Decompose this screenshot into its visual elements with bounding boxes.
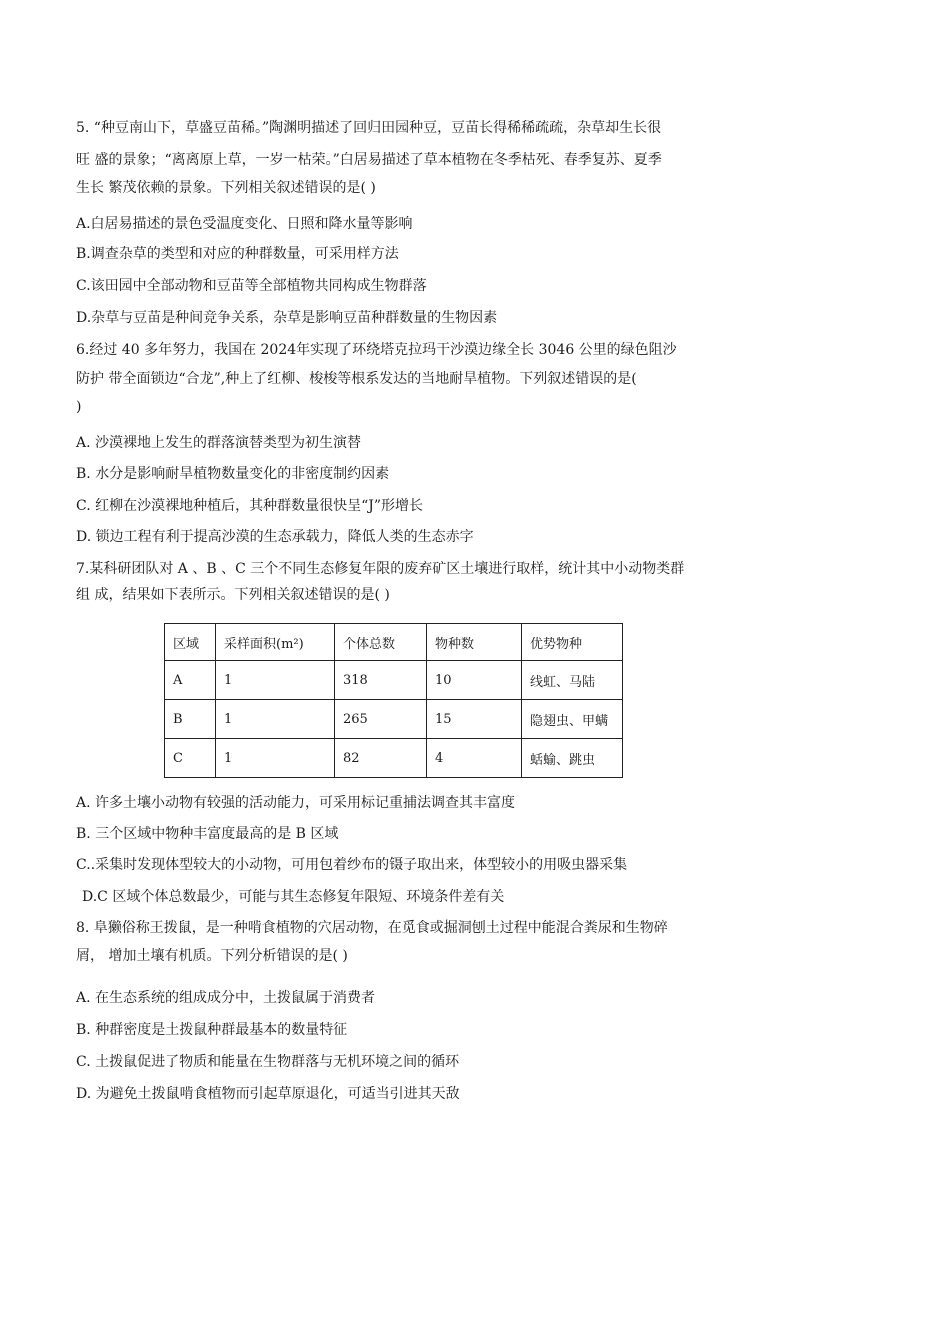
question-7-option-d: D.C 区域个体总数最少，可能与其生态修复年限短、环境条件差有关 [82,889,505,905]
question-8-option-d: D. 为避免土拨鼠啃食植物而引起草原退化，可适当引进其天敌 [76,1086,460,1102]
question-6-line-1: 6.经过 40 多年努力，我国在 2024年实现了环绕塔克拉玛干沙漠边缘全长 3046 公里的绿色阻沙 [76,342,677,358]
question-5-line-3: 生长 繁茂依赖的景象。下列相关叙述错误的是( ) [76,180,376,196]
question-6-line-3: ) [76,399,82,415]
table-cell: 318 [335,661,427,700]
question-7-line-1: 7.某科研团队对 A 、B 、C 三个不同生态修复年限的废弃矿区土壤进行取样，统计其中小动物类群 [76,561,685,577]
question-7-line-2: 组 成，结果如下表所示。下列相关叙述错误的是( ) [76,587,390,603]
question-5-option-d: D.杂草与豆苗是种间竞争关系，杂草是影响豆苗种群数量的生物因素 [76,310,498,326]
table-header-cell: 物种数 [427,624,522,661]
question-6-option-b: B. 水分是影响耐旱植物数量变化的非密度制约因素 [76,466,390,482]
question-7-option-b: B. 三个区域中物种丰富度最高的是 B 区域 [76,826,339,842]
question-8-option-c: C. 土拨鼠促进了物质和能量在生物群落与无机环境之间的循环 [76,1054,460,1070]
question-8-option-b: B. 种群密度是土拨鼠种群最基本的数量特征 [76,1022,348,1038]
table-cell: C [165,739,216,778]
table-cell: 1 [216,661,335,700]
question-7-option-a: A. 许多土壤小动物有较强的活动能力，可采用标记重捕法调查其丰富度 [76,795,516,811]
question-8-option-a: A. 在生态系统的组成成分中，土拨鼠属于消费者 [76,990,376,1006]
table-cell: B [165,700,216,739]
question-6-line-2: 防护 带全面锁边“合龙”,种上了红柳、梭梭等根系发达的当地耐旱植物。下列叙述错误的是( [76,371,637,387]
question-5-line-2: 旺 盛的景象；“离离原上草，一岁一枯荣。”白居易描述了草本植物在冬季枯死、春季复苏、夏季 [76,152,662,168]
table-row [165,739,623,778]
soil-animal-table [164,623,623,778]
table-cell: 15 [427,700,522,739]
table-cell: 蛞蝓、跳虫 [522,739,623,778]
table-header-cell: 优势物种 [522,624,623,661]
table-cell: 10 [427,661,522,700]
question-8-line-2: 屑， 增加土壤有机质。下列分析错误的是( ) [76,948,348,964]
question-5-option-a: A.白居易描述的景色受温度变化、日照和降水量等影响 [76,216,413,232]
table-header-cell: 个体总数 [335,624,427,661]
table-cell: 隐翅虫、甲螨 [522,700,623,739]
table-row [165,700,623,739]
question-5-line-1: 5. “种豆南山下，草盛豆苗稀。”陶渊明描述了回归田园种豆，豆苗长得稀稀疏疏，杂草却生长很 [76,120,662,136]
question-8-line-1: 8. 阜獭俗称王拨鼠，是一种啃食植物的穴居动物，在觅食或掘洞刨土过程中能混合粪尿和生物碎 [76,920,668,936]
table-cell: 线虹、马陆 [522,661,623,700]
table-row [165,661,623,700]
question-5-option-c: C.该田园中全部动物和豆苗等全部植物共同构成生物群落 [76,278,427,294]
table-cell: 4 [427,739,522,778]
table-cell: 265 [335,700,427,739]
question-6-option-a: A. 沙漠裸地上发生的群落演替类型为初生演替 [76,435,362,451]
question-6-option-c: C. 红柳在沙漠裸地种植后，其种群数量很快呈“J”形增长 [76,498,424,514]
table-header-cell: 区域 [165,624,216,661]
table-header-cell: 采样面积(m²) [216,624,335,661]
table-cell: 1 [216,739,335,778]
table-cell: 82 [335,739,427,778]
question-5-option-b: B.调查杂草的类型和对应的种群数量，可采用样方法 [76,246,399,262]
table-cell: A [165,661,216,700]
table-header-row [165,624,623,661]
question-7-option-c: C..采集时发现体型较大的小动物，可用包着纱布的镊子取出来，体型较小的用吸虫器采集 [76,857,628,873]
table-cell: 1 [216,700,335,739]
question-6-option-d: D. 锁边工程有利于提高沙漠的生态承载力，降低人类的生态赤字 [76,529,474,545]
